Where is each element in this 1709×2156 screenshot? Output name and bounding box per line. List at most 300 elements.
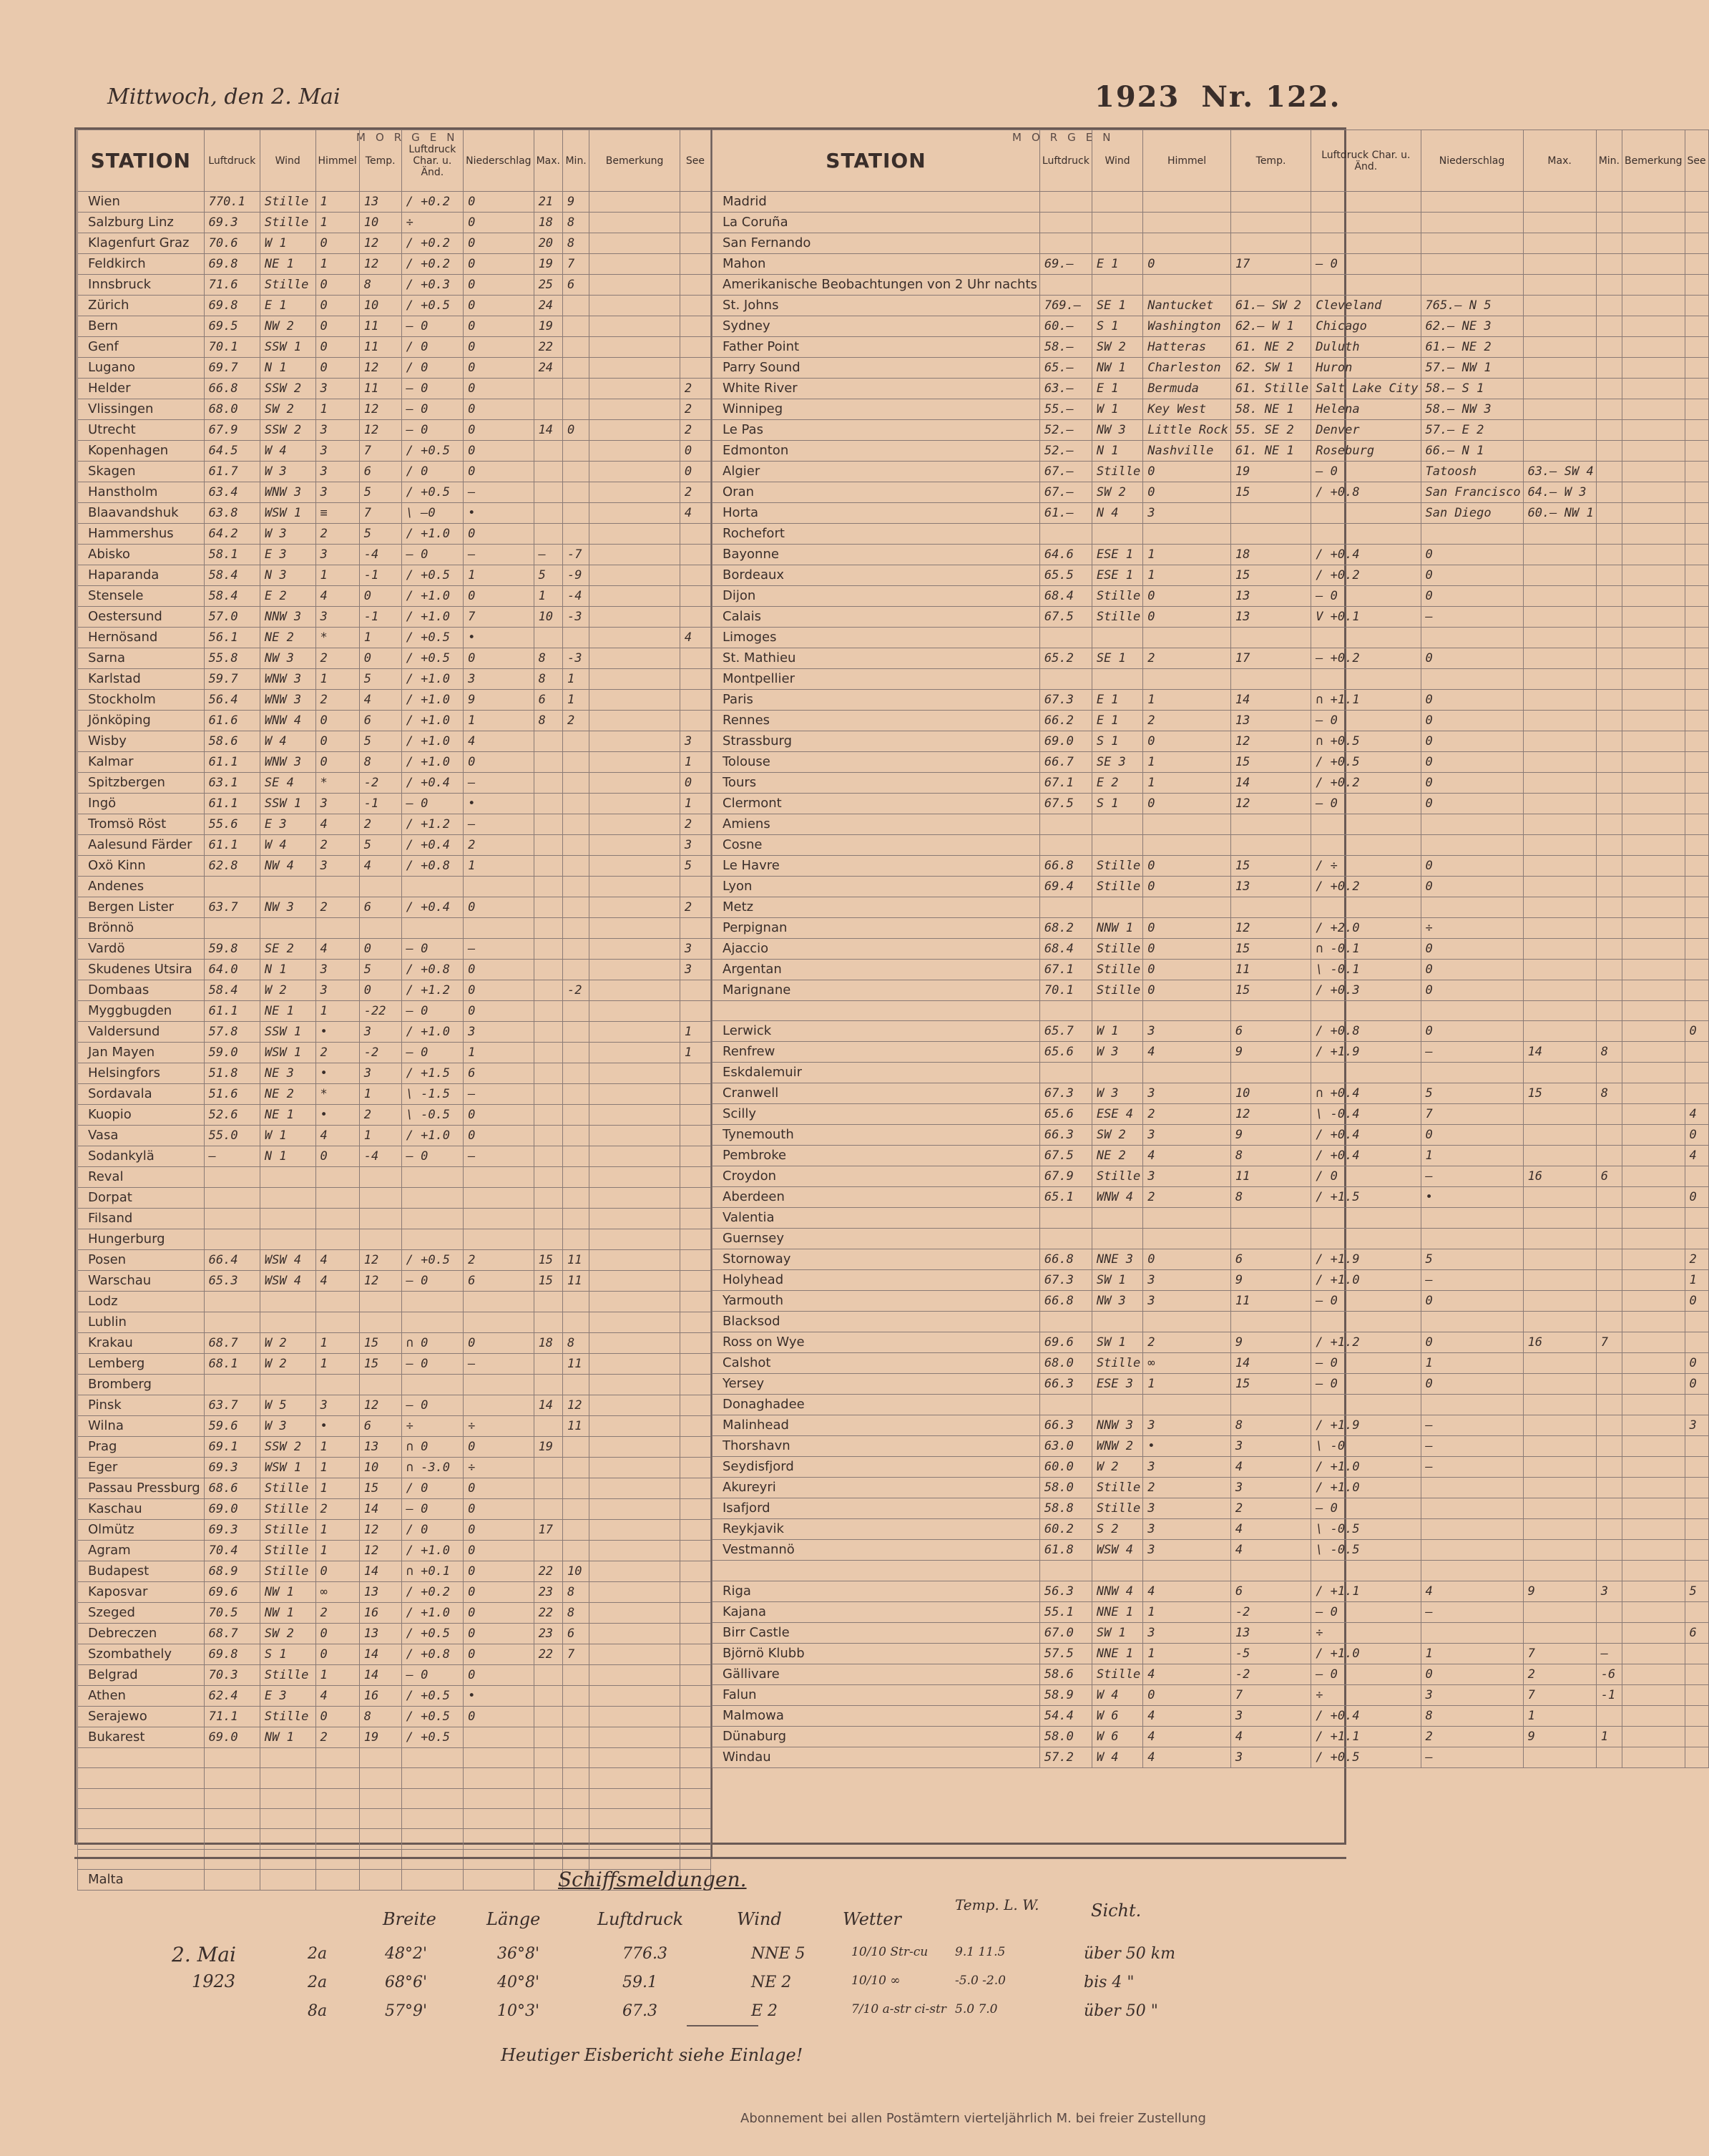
table-cell: — +0.2 xyxy=(1311,648,1421,669)
table-cell: 0 xyxy=(464,1665,534,1686)
station-name: Wilna xyxy=(78,1416,205,1437)
table-row xyxy=(78,960,711,980)
table-cell: 0 xyxy=(464,296,534,316)
table-cell: 0 xyxy=(315,1561,359,1582)
table-cell xyxy=(589,835,680,856)
table-cell: E 3 xyxy=(260,545,315,565)
table-cell: Stille xyxy=(1092,586,1142,607)
table-cell xyxy=(680,1271,710,1292)
table-cell xyxy=(1523,192,1596,213)
table-cell: -2 xyxy=(359,1043,401,1063)
table-cell: 57.— NW 1 xyxy=(1421,358,1523,379)
table-cell xyxy=(589,565,680,586)
table-cell xyxy=(589,1001,680,1022)
table-row xyxy=(713,731,1709,752)
table-cell: 61.1 xyxy=(204,752,260,773)
table-cell xyxy=(680,1063,710,1084)
table-row xyxy=(713,213,1709,233)
table-cell: — 0 xyxy=(401,1271,463,1292)
table-cell xyxy=(1622,1457,1685,1478)
table-cell xyxy=(1421,1395,1523,1415)
left_table-col-10: See xyxy=(680,130,710,192)
table-row xyxy=(713,1021,1709,1042)
table-cell xyxy=(464,1788,534,1808)
ships-header-luftdruck: Luftdruck xyxy=(597,1909,684,1929)
table-cell: • xyxy=(464,503,534,524)
table-cell xyxy=(589,1499,680,1520)
table-row xyxy=(78,1624,711,1644)
table-cell: NW 3 xyxy=(260,648,315,669)
ship-wetter: 7/10 a-str ci-str xyxy=(851,2002,946,2016)
table-row xyxy=(78,918,711,939)
table-cell xyxy=(401,877,463,897)
table-cell xyxy=(680,1292,710,1312)
table-cell: / +1.0 xyxy=(401,1126,463,1146)
table-cell xyxy=(1143,897,1231,918)
table-cell xyxy=(204,918,260,939)
table-cell xyxy=(1039,1001,1092,1021)
table-cell xyxy=(204,1849,260,1869)
table-cell xyxy=(680,358,710,379)
table-cell: WSW 1 xyxy=(260,1043,315,1063)
table-row xyxy=(713,1083,1709,1104)
ship-time: 2a xyxy=(308,1945,328,1963)
table-row xyxy=(713,1104,1709,1125)
table-cell xyxy=(1596,980,1622,1001)
table-cell: Stille xyxy=(260,1665,315,1686)
table-cell: 12 xyxy=(359,1541,401,1561)
table-cell xyxy=(1622,752,1685,773)
table-cell xyxy=(1622,1270,1685,1291)
table-cell: 8 xyxy=(359,752,401,773)
table-cell xyxy=(1685,918,1708,939)
table-cell: / 0 xyxy=(401,1478,463,1499)
table-cell: / +0.5 xyxy=(1311,1747,1421,1767)
table-cell xyxy=(589,794,680,814)
table-cell: 62.— W 1 xyxy=(1230,316,1311,337)
table-cell xyxy=(1421,233,1523,254)
table-cell: / 0 xyxy=(401,358,463,379)
table-cell xyxy=(1092,1312,1142,1332)
table-cell: 61.— SW 2 xyxy=(1230,296,1311,316)
table-row xyxy=(713,379,1709,399)
table-cell: / +0.8 xyxy=(1311,1021,1421,1042)
table-cell: Charleston xyxy=(1143,358,1231,379)
table-cell xyxy=(534,1001,562,1022)
table-cell: Little Rock xyxy=(1143,420,1231,441)
table-row xyxy=(78,1250,711,1271)
table-cell: 1 xyxy=(534,586,562,607)
table-cell: 0 xyxy=(315,1707,359,1727)
table-cell xyxy=(1421,1001,1523,1021)
table-cell xyxy=(1421,628,1523,648)
table-cell: 1 xyxy=(464,1043,534,1063)
table-cell xyxy=(1523,1063,1596,1083)
table-row xyxy=(713,690,1709,711)
table-cell: WSW 4 xyxy=(260,1271,315,1292)
table-cell xyxy=(680,1727,710,1748)
table-cell xyxy=(562,814,589,835)
table-cell xyxy=(562,628,589,648)
table-cell: 1 xyxy=(315,1001,359,1022)
right_table-col-10: See xyxy=(1685,130,1708,192)
table-cell: 51.6 xyxy=(204,1084,260,1105)
table-cell: 0 xyxy=(1143,856,1231,877)
table-row xyxy=(713,1312,1709,1332)
ships-header-laenge: Länge xyxy=(486,1909,541,1929)
table-cell: 58.— S 1 xyxy=(1421,379,1523,399)
right_table-col-0: STATION xyxy=(713,130,1040,192)
table-row xyxy=(78,1146,711,1167)
table-cell: 4 xyxy=(359,690,401,711)
table-cell: Stille xyxy=(1092,877,1142,897)
table-cell: 7 xyxy=(359,441,401,462)
table-cell xyxy=(1523,379,1596,399)
table-cell xyxy=(1230,1208,1311,1229)
table-cell xyxy=(680,337,710,358)
table-cell xyxy=(589,524,680,545)
table-row xyxy=(78,773,711,794)
table-cell xyxy=(1622,524,1685,545)
table-cell xyxy=(1622,296,1685,316)
table-cell: 2 xyxy=(315,648,359,669)
table-cell xyxy=(589,690,680,711)
right_table-col-9: Bemerkung xyxy=(1622,130,1685,192)
table-cell xyxy=(534,503,562,524)
ship-luftdruck: 67.3 xyxy=(622,2002,657,2020)
table-row xyxy=(78,711,711,731)
station-name: Klagenfurt Graz xyxy=(78,233,205,254)
table-cell xyxy=(589,586,680,607)
table-cell: 64.2 xyxy=(204,524,260,545)
ship-laenge: 40°8' xyxy=(497,1974,540,1991)
table-cell: 66.3 xyxy=(1039,1374,1092,1395)
table-cell: N 3 xyxy=(260,565,315,586)
table-cell xyxy=(562,1499,589,1520)
table-cell: 15 xyxy=(359,1333,401,1354)
table-cell: \ -0.1 xyxy=(1311,960,1421,980)
table-cell: 19 xyxy=(534,254,562,275)
table-cell: 57.8 xyxy=(204,1022,260,1043)
table-cell xyxy=(562,337,589,358)
table-cell: 0 xyxy=(464,399,534,420)
table-row xyxy=(713,1208,1709,1229)
table-cell xyxy=(1596,835,1622,856)
table-cell xyxy=(1622,192,1685,213)
table-cell xyxy=(680,254,710,275)
table-cell: — 0 xyxy=(401,1001,463,1022)
table-cell: / +1.2 xyxy=(1311,1332,1421,1353)
table-cell: 10 xyxy=(1230,1083,1311,1104)
ship-breite: 48°2' xyxy=(385,1945,428,1963)
table-cell: 15 xyxy=(1230,856,1311,877)
table-cell xyxy=(1523,711,1596,731)
table-cell: 2 xyxy=(315,1603,359,1624)
table-cell: 0 xyxy=(1421,939,1523,960)
right_table-col-8: Min. xyxy=(1596,130,1622,192)
table-cell: 0 xyxy=(315,1644,359,1665)
table-cell: 11 xyxy=(562,1250,589,1271)
table-cell: Stille xyxy=(260,213,315,233)
table-cell: 0 xyxy=(1143,939,1231,960)
table-cell xyxy=(562,296,589,316)
station-name: Lublin xyxy=(78,1312,205,1333)
table-cell xyxy=(589,1644,680,1665)
table-cell: 0 xyxy=(1421,545,1523,565)
table-cell: / +0.2 xyxy=(1311,877,1421,897)
station-name xyxy=(713,1001,1040,1021)
table-cell: 7 xyxy=(1230,1684,1311,1705)
table-cell: N 1 xyxy=(1092,441,1142,462)
table-cell: / +0.3 xyxy=(1311,980,1421,1001)
table-cell xyxy=(1622,1291,1685,1312)
table-cell xyxy=(680,607,710,628)
table-cell: Stille xyxy=(1092,1353,1142,1374)
station-name: Birr Castle xyxy=(713,1622,1040,1643)
table-cell xyxy=(589,1395,680,1416)
table-cell: 3 xyxy=(315,1395,359,1416)
table-row xyxy=(713,1166,1709,1187)
table-cell xyxy=(1685,1208,1708,1229)
table-cell: 3 xyxy=(1685,1415,1708,1436)
table-row xyxy=(713,482,1709,503)
table-cell xyxy=(1685,980,1708,1001)
table-cell: 1 xyxy=(1143,752,1231,773)
station-name xyxy=(713,1561,1040,1581)
table-cell: E 1 xyxy=(1092,254,1142,275)
table-cell: 6 xyxy=(1230,1021,1311,1042)
table-cell: 3 xyxy=(1143,1291,1231,1312)
table-cell: 13 xyxy=(1230,711,1311,731)
table-cell: 67.3 xyxy=(1039,690,1092,711)
station-name: Vardö xyxy=(78,939,205,960)
table-cell xyxy=(464,1748,534,1768)
table-cell xyxy=(589,980,680,1001)
table-cell xyxy=(1622,1498,1685,1519)
table-cell xyxy=(1092,275,1142,296)
table-cell xyxy=(589,1624,680,1644)
table-cell: Stille xyxy=(1092,1498,1142,1519)
table-cell: 63.0 xyxy=(1039,1436,1092,1457)
table-cell: / +1.0 xyxy=(401,711,463,731)
table-cell: 6 xyxy=(464,1063,534,1084)
table-cell: 2 xyxy=(1143,1187,1231,1208)
table-cell xyxy=(680,1188,710,1209)
table-cell xyxy=(1311,1208,1421,1229)
table-cell xyxy=(589,482,680,503)
table-cell xyxy=(260,1870,315,1891)
table-cell: / +0.4 xyxy=(1311,1146,1421,1166)
table-cell xyxy=(1523,1249,1596,1270)
table-cell xyxy=(1143,1208,1231,1229)
table-row xyxy=(78,1043,711,1063)
table-cell xyxy=(260,1167,315,1188)
table-cell: 2 xyxy=(680,897,710,918)
table-cell xyxy=(1311,669,1421,690)
table-cell xyxy=(680,1582,710,1603)
table-cell xyxy=(589,1788,680,1808)
table-cell xyxy=(204,877,260,897)
table-cell: 13 xyxy=(359,192,401,213)
table-cell xyxy=(1523,545,1596,565)
table-cell xyxy=(1092,1063,1142,1083)
table-row xyxy=(78,814,711,835)
table-cell: 8 xyxy=(534,648,562,669)
table-cell: — xyxy=(464,939,534,960)
table-cell xyxy=(534,1665,562,1686)
table-cell: / +0.5 xyxy=(401,1686,463,1707)
table-cell xyxy=(1523,1125,1596,1146)
table-cell: -2 xyxy=(1230,1664,1311,1684)
table-cell: 0 xyxy=(464,420,534,441)
table-cell: 61.8 xyxy=(1039,1540,1092,1561)
table-cell: 60.2 xyxy=(1039,1519,1092,1540)
table-cell xyxy=(1622,877,1685,897)
table-cell: 0 xyxy=(1685,1291,1708,1312)
table-cell xyxy=(680,524,710,545)
station-name: Reval xyxy=(78,1167,205,1188)
table-cell xyxy=(1596,1353,1622,1374)
table-cell: — xyxy=(534,545,562,565)
table-cell: — xyxy=(464,482,534,503)
right_table-col-4: Temp. xyxy=(1230,130,1311,192)
table-cell: 0 xyxy=(464,1603,534,1624)
table-cell: 71.6 xyxy=(204,275,260,296)
table-cell xyxy=(680,1707,710,1727)
ships-header-wetter: Wetter xyxy=(843,1909,901,1929)
table-cell xyxy=(562,1167,589,1188)
table-cell xyxy=(464,1292,534,1312)
table-cell xyxy=(260,1229,315,1250)
table-cell: 56.3 xyxy=(1039,1581,1092,1601)
table-cell: WNW 3 xyxy=(260,752,315,773)
table-cell: ÷ xyxy=(464,1416,534,1437)
table-cell: 17 xyxy=(1230,648,1311,669)
table-cell: 1 xyxy=(315,669,359,690)
table-cell: \ -0 xyxy=(1311,1436,1421,1457)
table-cell xyxy=(359,1768,401,1788)
table-cell xyxy=(680,1250,710,1271)
table-cell: 0 xyxy=(464,254,534,275)
table-cell xyxy=(1039,275,1092,296)
table-cell xyxy=(204,1375,260,1395)
table-cell xyxy=(1523,1622,1596,1643)
table-cell: 1 xyxy=(1421,1643,1523,1664)
left_table-col-3: Himmel xyxy=(315,130,359,192)
station-name: Warschau xyxy=(78,1271,205,1292)
table-row xyxy=(713,1125,1709,1146)
table-cell: 15 xyxy=(1230,752,1311,773)
table-cell xyxy=(315,1829,359,1849)
table-cell: 23 xyxy=(534,1624,562,1644)
table-cell: 67.0 xyxy=(1039,1622,1092,1643)
table-cell: 12 xyxy=(1230,731,1311,752)
table-cell xyxy=(1596,1436,1622,1457)
table-row xyxy=(78,1416,711,1437)
ship-wind: NE 2 xyxy=(751,1974,792,1991)
station-name: Rochefort xyxy=(713,524,1040,545)
table-cell xyxy=(589,316,680,337)
table-cell: 63.— xyxy=(1039,379,1092,399)
table-cell: 0 xyxy=(562,420,589,441)
table-cell xyxy=(680,1478,710,1499)
table-cell: 1 xyxy=(680,794,710,814)
table-cell: 0 xyxy=(464,233,534,254)
table-cell: 12 xyxy=(1230,918,1311,939)
table-cell: W 4 xyxy=(260,835,315,856)
table-cell xyxy=(315,1768,359,1788)
table-row xyxy=(713,648,1709,669)
station-name: Hammershus xyxy=(78,524,205,545)
table-cell xyxy=(534,1146,562,1167)
table-cell xyxy=(464,1229,534,1250)
table-cell: 0 xyxy=(1143,731,1231,752)
table-cell xyxy=(589,545,680,565)
table-cell: 2 xyxy=(315,835,359,856)
ships-end-rule xyxy=(687,2025,758,2026)
table-row xyxy=(713,545,1709,565)
table-cell: 770.1 xyxy=(204,192,260,213)
station-name: Le Havre xyxy=(713,856,1040,877)
table-cell xyxy=(1421,814,1523,835)
table-cell: 3 xyxy=(315,980,359,1001)
table-cell: — 0 xyxy=(1311,1353,1421,1374)
station-name: Bern xyxy=(78,316,205,337)
table-cell: 65.1 xyxy=(1039,1187,1092,1208)
table-cell: 61.— NE 2 xyxy=(1421,337,1523,358)
table-cell: 25 xyxy=(534,275,562,296)
table-cell: 1 xyxy=(680,1022,710,1043)
table-cell xyxy=(359,1209,401,1229)
table-cell: 17 xyxy=(534,1520,562,1541)
table-cell xyxy=(1596,1187,1622,1208)
table-cell: 3 xyxy=(1143,1457,1231,1478)
table-cell: 0 xyxy=(315,337,359,358)
table-cell: 4 xyxy=(1230,1726,1311,1747)
ship-breite: 68°6' xyxy=(385,1974,428,1991)
table-cell xyxy=(1421,835,1523,856)
table-row xyxy=(78,648,711,669)
station-name: Father Point xyxy=(713,337,1040,358)
table-cell xyxy=(589,1849,680,1869)
table-cell xyxy=(1523,856,1596,877)
table-cell xyxy=(534,1829,562,1849)
table-cell xyxy=(1523,586,1596,607)
table-cell: SW 2 xyxy=(1092,337,1142,358)
table-cell xyxy=(401,1870,463,1891)
table-cell: 69.0 xyxy=(204,1499,260,1520)
table-cell: / +1.0 xyxy=(401,607,463,628)
table-cell xyxy=(1622,731,1685,752)
station-name: Yarmouth xyxy=(713,1291,1040,1312)
table-cell xyxy=(680,275,710,296)
table-cell xyxy=(1622,565,1685,586)
table-row xyxy=(78,545,711,565)
table-cell: 2 xyxy=(315,1499,359,1520)
table-cell xyxy=(534,1416,562,1437)
table-cell xyxy=(1622,1395,1685,1415)
table-cell: NNW 1 xyxy=(1092,918,1142,939)
table-cell: ∩ +0.4 xyxy=(1311,1083,1421,1104)
table-cell xyxy=(562,441,589,462)
table-cell xyxy=(1596,545,1622,565)
table-cell xyxy=(1685,648,1708,669)
table-row xyxy=(78,1271,711,1292)
table-cell xyxy=(464,1768,534,1788)
table-row xyxy=(78,1665,711,1686)
table-cell xyxy=(1039,524,1092,545)
table-cell: — 0 xyxy=(401,379,463,399)
